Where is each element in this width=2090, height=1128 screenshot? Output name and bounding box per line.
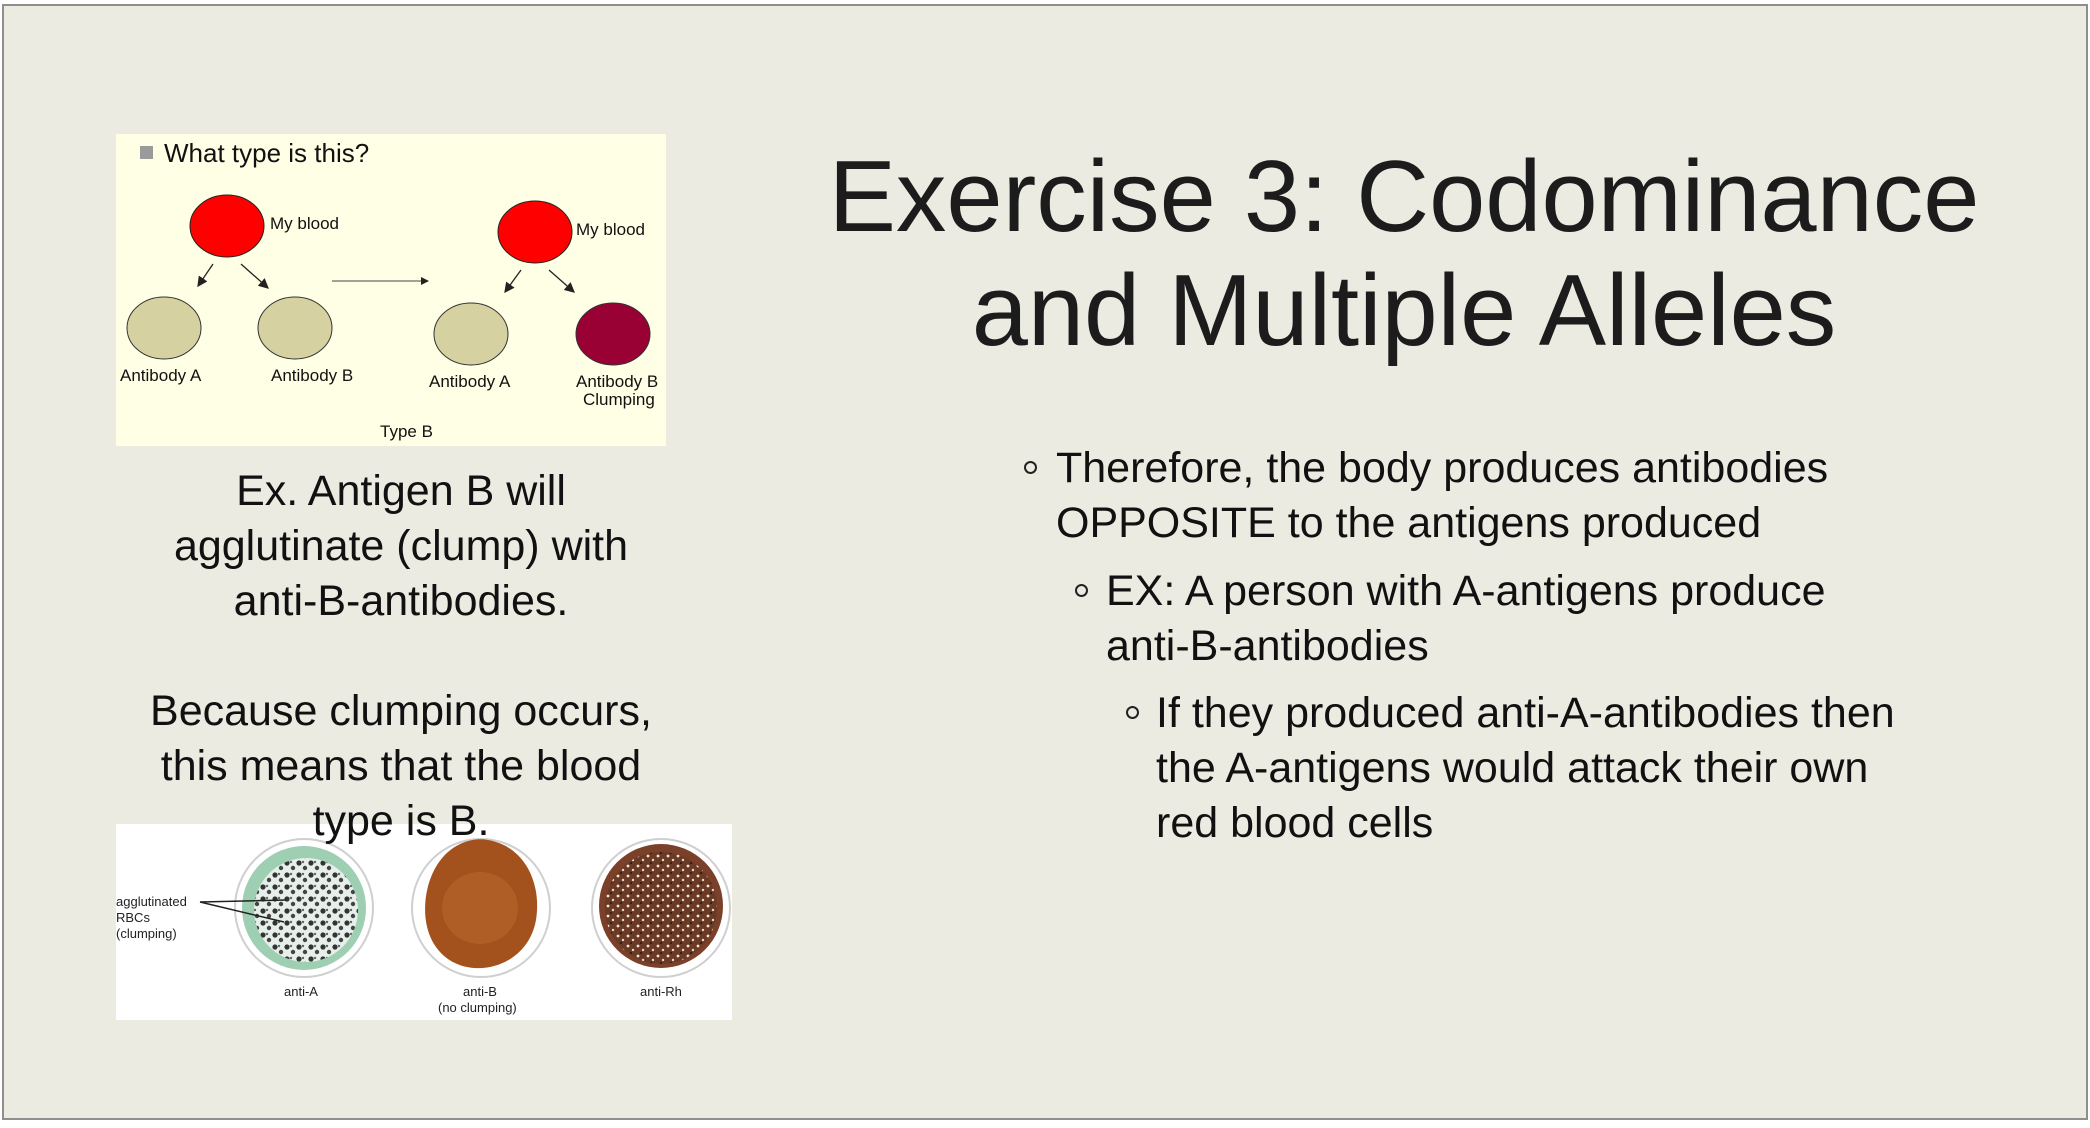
bullet-circle-icon (1024, 461, 1037, 474)
antibody-a-cell-left (127, 297, 201, 359)
agglutinated-label: agglutinated (116, 894, 187, 909)
antibody-b-clumping-cell (576, 303, 650, 365)
antibody-b-label-right: Antibody B (576, 372, 659, 391)
well-label-anti-rh: anti-Rh (640, 984, 682, 999)
bullet-2-line: anti-B-antibodies (1106, 622, 1429, 670)
type-b-label: Type B (380, 422, 433, 441)
diagram-question: What type is this? (164, 138, 370, 168)
antibody-a-label-right: Antibody A (429, 372, 511, 391)
bullet-square-icon (140, 146, 153, 159)
bullet-circle-icon (1075, 584, 1088, 597)
antibody-a-cell-right (434, 303, 508, 365)
well-label-no-clumping: (no clumping) (438, 1000, 517, 1015)
agglutinated-label: (clumping) (116, 926, 177, 941)
antibody-b-label-left: Antibody B (271, 366, 354, 385)
caption-line: agglutinate (clump) with (173, 522, 629, 570)
well-label-anti-b: anti-B (463, 984, 497, 999)
agglutination-photo (116, 824, 732, 1020)
slide-title: Exercise 3: Codominance and Multiple Alleles (828, 141, 1980, 367)
my-blood-cell-left (190, 195, 264, 257)
bullet-3-line: the A-antigens would attack their own (1156, 744, 1869, 792)
bullet-3-line: If they produced anti-A-antibodies then (1156, 689, 1895, 737)
caption-line: Ex. Antigen B will (236, 467, 566, 515)
my-blood-cell-right (498, 201, 572, 263)
agglutinated-label: RBCs (116, 910, 150, 925)
caption-line: type is B. (312, 797, 490, 845)
bullet-3-line: red blood cells (1156, 799, 1434, 847)
slide (2, 4, 2088, 1120)
clumping-label: Clumping (583, 390, 655, 409)
antibody-b-cell-left (258, 297, 332, 359)
my-blood-label-left: My blood (270, 214, 339, 233)
antibody-diagram (116, 134, 666, 446)
bullet-1-line: Therefore, the body produces antibodies (1056, 444, 1829, 492)
caption-line: anti-B-antibodies. (233, 577, 569, 625)
caption-line: Because clumping occurs, (150, 687, 652, 735)
caption-line: this means that the blood (160, 742, 642, 790)
bullet-circle-icon (1126, 706, 1139, 719)
my-blood-label-right: My blood (576, 220, 645, 239)
antibody-a-label-left: Antibody A (120, 366, 202, 385)
bullet-1-line: OPPOSITE to the antigens produced (1056, 499, 1762, 547)
well-label-anti-a: anti-A (284, 984, 318, 999)
bullet-2-line: EX: A person with A-antigens produce (1106, 567, 1826, 615)
